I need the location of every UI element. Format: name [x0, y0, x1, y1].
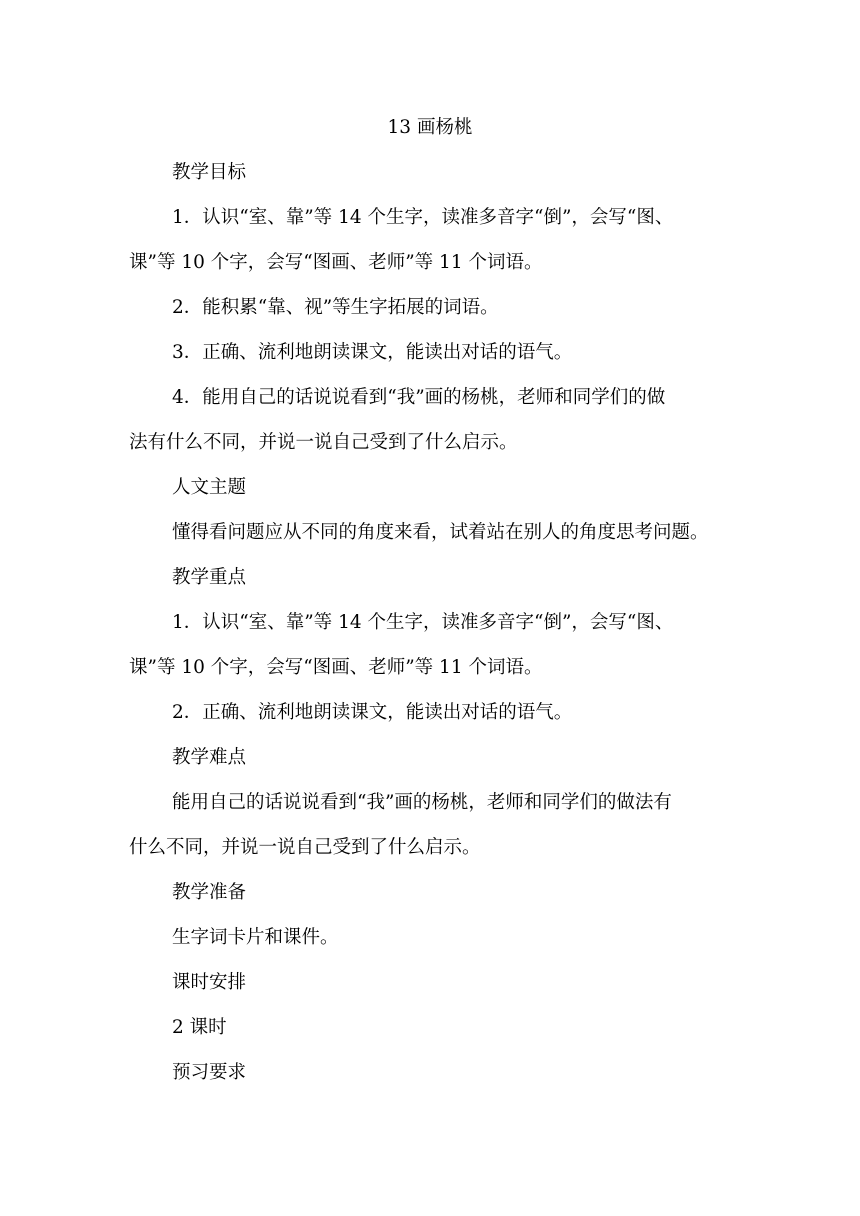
goal-1-line-2: 课”等 10 个字，会写“图画、老师”等 11 个词语。 [129, 252, 543, 273]
goal-1-line-1: 1．认识“室、靠”等 14 个生字，读准多音字“倒”，会写“图、 [172, 207, 674, 228]
schedule-text: 2 课时 [172, 1017, 227, 1038]
heading-schedule: 课时安排 [172, 972, 247, 993]
key-point-1-line-2: 课”等 10 个字，会写“图画、老师”等 11 个词语。 [129, 657, 543, 678]
heading-key-points: 教学重点 [172, 567, 247, 588]
difficulty-line-2: 什么不同，并说一说自己受到了什么启示。 [129, 837, 481, 858]
heading-humanities-theme: 人文主题 [172, 477, 247, 498]
goal-3: 3．正确、流利地朗读课文，能读出对话的语气。 [172, 342, 573, 363]
heading-difficulties: 教学难点 [172, 747, 247, 768]
heading-preparation: 教学准备 [172, 882, 247, 903]
goal-4-line-1: 4．能用自己的话说说看到“我”画的杨桃，老师和同学们的做 [172, 387, 666, 408]
heading-preview-requirements: 预习要求 [172, 1062, 247, 1083]
goal-2: 2．能积累“靠、视”等生字拓展的词语。 [172, 297, 499, 318]
preparation-text: 生字词卡片和课件。 [172, 927, 339, 948]
goal-4-line-2: 法有什么不同，并说一说自己受到了什么启示。 [129, 432, 518, 453]
lesson-title: 13 画杨桃 [387, 117, 473, 138]
difficulty-line-1: 能用自己的话说说看到“我”画的杨桃，老师和同学们的做法有 [172, 792, 672, 813]
heading-teaching-goals: 教学目标 [172, 162, 247, 183]
key-point-1-line-1: 1．认识“室、靠”等 14 个生字，读准多音字“倒”，会写“图、 [172, 612, 674, 633]
humanities-theme-text: 懂得看问题应从不同的角度来看，试着站在别人的角度思考问题。 [172, 522, 709, 543]
key-point-2: 2．正确、流利地朗读课文，能读出对话的语气。 [172, 702, 573, 723]
